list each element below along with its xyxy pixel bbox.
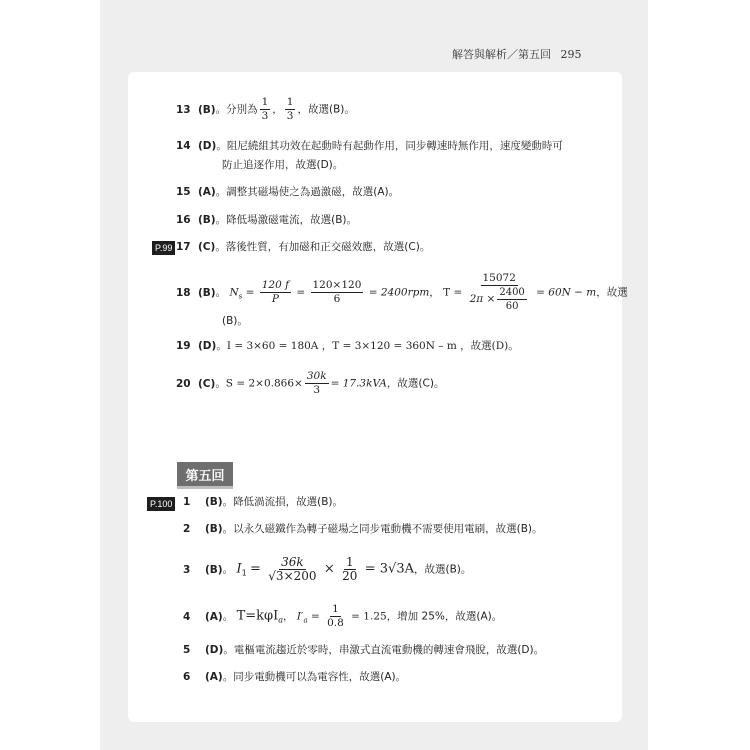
page-ref-tag: P.99 xyxy=(152,241,175,255)
item-number: 19 xyxy=(176,340,191,352)
item-answer: (D) xyxy=(205,644,224,656)
equals: = xyxy=(250,561,261,577)
answer-18 xyxy=(176,272,628,313)
item-text: ，故選 xyxy=(596,286,628,299)
answer-15 xyxy=(176,184,399,200)
fraction: 15072 2π × $\frac{2400}{60}$ xyxy=(469,272,525,312)
item-number: 13 xyxy=(176,103,191,116)
item-answer: (B) xyxy=(205,523,223,535)
item-number: 18 xyxy=(176,286,191,299)
page-number: 295 xyxy=(560,48,582,61)
result: = 2400rpm xyxy=(368,286,430,299)
answer-19 xyxy=(176,338,519,354)
answer-16 xyxy=(176,212,357,228)
item-text: ，故選(B)。 xyxy=(414,563,472,576)
fraction: $\frac{120\times 120}{6}$ xyxy=(312,279,362,305)
formula-sub: a xyxy=(278,615,284,625)
item-text: 。 xyxy=(215,286,227,299)
fraction: $\frac{30k}{3}$ xyxy=(306,370,327,396)
item-answer: (B) xyxy=(198,286,216,299)
fraction: $\frac{1}{0.8}$ xyxy=(327,603,344,629)
item-answer: (C) xyxy=(198,241,216,253)
symbol-sub: 1 xyxy=(241,568,247,578)
page-header xyxy=(452,46,582,62)
equals: = xyxy=(296,286,306,299)
answer-6 xyxy=(183,669,406,685)
item-answer: (B) xyxy=(205,496,223,508)
item-answer: (B) xyxy=(198,214,216,226)
answer-5 xyxy=(183,642,544,658)
item-number: 14 xyxy=(176,140,191,152)
answer-14-continued: 防止追逐作用，故選(D)。 xyxy=(222,159,344,171)
answer-20 xyxy=(176,370,444,397)
item-text: ，故選(C)。 xyxy=(386,377,445,390)
item-number: 16 xyxy=(176,214,191,226)
symbol: T = xyxy=(443,286,463,299)
item-number: 1 xyxy=(183,496,191,508)
answer-18-continued: (B)。 xyxy=(222,315,248,327)
item-text: 。分別為 xyxy=(215,103,258,116)
item-answer: (B) xyxy=(198,103,216,116)
formula: T=kφI xyxy=(236,608,279,624)
equals: = xyxy=(310,610,320,623)
item-text: ，增加 25%，故選(A)。 xyxy=(386,610,503,623)
answer-4 xyxy=(183,603,502,630)
separator: ， xyxy=(272,103,283,116)
result: = 60N − m xyxy=(536,286,597,299)
item-number: 6 xyxy=(183,671,191,683)
item-text: 。 xyxy=(222,563,234,576)
symbol: N xyxy=(229,286,239,299)
fraction: $\frac{120 f}{P}$ xyxy=(261,279,289,305)
result: = 17.3kVA xyxy=(330,377,387,390)
item-text: 。降低場激磁電流，故選(B)。 xyxy=(215,214,358,226)
item-text: 。S = 2×0.866× xyxy=(215,377,303,390)
symbol: I′ xyxy=(296,610,304,623)
item-number: 5 xyxy=(183,644,191,656)
item-text: ，故選(B)。 xyxy=(297,103,355,116)
separator: ， xyxy=(283,610,294,623)
item-text: 。電樞電流趨近於零時，串激式直流電動機的轉速會飛脫，故選(D)。 xyxy=(223,644,545,656)
answer-17 xyxy=(176,239,430,255)
item-answer: (A) xyxy=(198,186,216,198)
symbol: I xyxy=(236,561,242,577)
answer-3 xyxy=(183,556,471,583)
item-answer: (B) xyxy=(205,563,223,576)
item-answer: (A) xyxy=(205,610,223,623)
answer-14 xyxy=(176,138,563,154)
item-answer: (C) xyxy=(198,377,216,390)
separator: ， xyxy=(429,286,440,299)
result: = 1.25 xyxy=(351,610,387,623)
item-text: 。I = 3×60 = 180A ，T = 3×120 = 360N – m ，故選(D)。 xyxy=(216,340,519,352)
item-number: 2 xyxy=(183,523,191,535)
header-title: 解答與解析／第五回 xyxy=(452,48,551,61)
symbol-sub: a xyxy=(303,616,308,625)
fraction: $\frac{1}{20}$ xyxy=(342,555,358,583)
fraction: $\frac{1}{3}$ xyxy=(286,96,294,122)
item-text: 。落後性質，有加磁和正交磁效應，故選(C)。 xyxy=(215,241,431,253)
item-answer: (D) xyxy=(198,140,217,152)
item-number: 4 xyxy=(183,610,191,623)
section-title: 第五回 xyxy=(177,462,233,489)
item-number: 15 xyxy=(176,186,191,198)
answer-1 xyxy=(183,494,343,510)
item-number: 17 xyxy=(176,241,191,253)
times: × xyxy=(323,561,335,577)
item-text: 。降低渦流損，故選(B)。 xyxy=(222,496,344,508)
symbol-sub: s xyxy=(238,292,243,301)
fraction: $\frac{1}{3}$ xyxy=(261,96,269,122)
page-ref-tag: P.100 xyxy=(147,497,175,511)
item-number: 20 xyxy=(176,377,191,390)
item-answer: (D) xyxy=(198,340,217,352)
item-answer: (A) xyxy=(205,671,223,683)
item-text: 。 xyxy=(222,610,234,623)
answer-2 xyxy=(183,521,543,537)
item-text: 。以永久磁鐵作為轉子磁場之同步電動機不需要使用電刷，故選(B)。 xyxy=(222,523,543,535)
answer-13 xyxy=(176,96,355,123)
item-text: 。阻尼繞組其功效在起動時有起動作用，同步轉速時無作用，速度變動時可 xyxy=(216,140,563,152)
item-text: 。同步電動機可以為電容性，故選(A)。 xyxy=(222,671,407,683)
equals: = xyxy=(245,286,255,299)
item-text: 。調整其磁場使之為過激磁，故選(A)。 xyxy=(215,186,400,198)
result: = 3√3A xyxy=(364,561,414,577)
fraction: $\frac{36k}{√3\times 200}$ xyxy=(268,555,317,583)
item-number: 3 xyxy=(183,563,191,576)
